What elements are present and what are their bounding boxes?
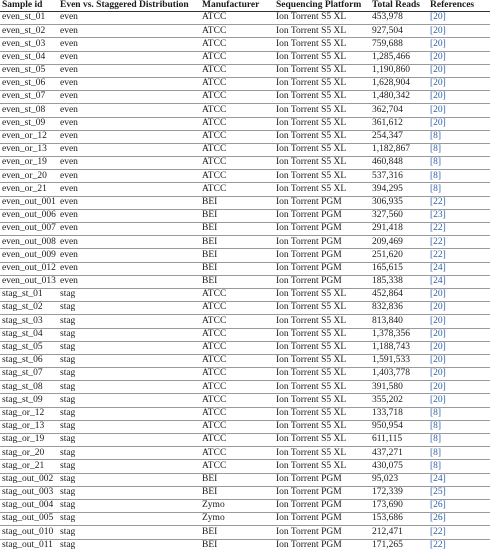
cell-platform: Ion Torrent PGM (276, 539, 342, 550)
cell-distribution: stag (58, 288, 200, 301)
table-row (0, 117, 490, 130)
cell-platform: Ion Torrent S5 XL (274, 354, 370, 367)
cell-total-reads: 95,023 (370, 473, 428, 486)
cell-sample-id: even_out_012 (0, 262, 58, 275)
cell-reference[interactable]: [20] (428, 25, 490, 38)
cell-reference[interactable]: [20] (428, 91, 490, 104)
cell-reference[interactable]: [20] (428, 104, 490, 117)
table-row (0, 394, 490, 407)
cell-total-reads: 537,316 (370, 170, 428, 183)
cell-manufacturer: ATCC (200, 117, 274, 130)
table-row (0, 302, 490, 315)
cell-total-reads: 327,560 (370, 209, 428, 222)
cell-manufacturer: ATCC (200, 130, 274, 143)
cell-sample-id: even_st_05 (0, 64, 58, 77)
cell-reference[interactable]: [20] (428, 12, 490, 25)
cell-platform: Ion Torrent S5 XL (274, 288, 370, 301)
table-row (0, 77, 490, 90)
cell-total-reads: 1,190,860 (370, 64, 428, 77)
cell-platform: Ion Torrent PGM (274, 473, 370, 486)
table-row (0, 196, 490, 209)
cell-sample-id: stag_out_004 (0, 499, 58, 512)
cell-reference[interactable]: [20] (428, 64, 490, 77)
cell-platform: Ion Torrent S5 XL (274, 25, 370, 38)
cell-reference[interactable]: [20] (428, 77, 490, 90)
table-row (0, 12, 490, 25)
cell-total-reads: 1,182,867 (370, 143, 428, 156)
cell-reference[interactable]: [20] (428, 117, 490, 130)
cell-sample-id: stag_or_19 (0, 434, 58, 447)
cell-distribution: even (58, 91, 200, 104)
cell-total-reads: 165,615 (370, 262, 428, 275)
cell-total-reads: 391,580 (370, 381, 428, 394)
cell-distribution: even (58, 130, 200, 143)
cell-reference[interactable]: [26] (428, 513, 490, 526)
cell-manufacturer: BEI (200, 249, 274, 262)
table-row (0, 183, 490, 196)
cell-reference[interactable]: [22] (430, 539, 446, 550)
table-row (0, 51, 490, 64)
cell-reference[interactable]: [25] (428, 486, 490, 499)
table-row (0, 341, 490, 354)
cell-sample-id: stag_or_21 (0, 460, 58, 473)
cell-distribution: stag (58, 368, 200, 381)
cell-total-reads: 460,848 (370, 157, 428, 170)
cell-total-reads: 1,285,466 (370, 51, 428, 64)
cell-sample-id: stag_or_12 (0, 407, 58, 420)
cell-manufacturer: ATCC (200, 104, 274, 117)
cell-manufacturer: ATCC (200, 407, 274, 420)
cell-platform: Ion Torrent PGM (274, 275, 370, 288)
cell-distribution: even (58, 104, 200, 117)
cell-reference[interactable]: [8] (428, 407, 490, 420)
table-row (0, 407, 490, 420)
cell-reference[interactable]: [24] (428, 275, 490, 288)
cell-manufacturer: ATCC (200, 315, 274, 328)
header-total-reads: Total Reads (370, 0, 428, 12)
cell-platform: Ion Torrent S5 XL (274, 117, 370, 130)
cell-total-reads: 254,347 (370, 130, 428, 143)
cell-platform: Ion Torrent S5 XL (274, 183, 370, 196)
cell-manufacturer: ATCC (200, 143, 274, 156)
cell-platform: Ion Torrent S5 XL (274, 328, 370, 341)
cell-distribution: even (58, 157, 200, 170)
cell-sample-id: even_out_001 (0, 196, 58, 209)
cell-sample-id: stag_out_011 (2, 539, 53, 550)
cell-total-reads: 1,628,904 (370, 77, 428, 90)
cell-distribution: stag (60, 539, 76, 550)
cell-total-reads: 173,690 (370, 499, 428, 512)
cell-sample-id: stag_st_04 (0, 328, 58, 341)
table-row (0, 526, 490, 539)
cell-distribution: stag (58, 526, 200, 539)
cell-sample-id: stag_st_05 (0, 341, 58, 354)
cell-manufacturer: ATCC (200, 64, 274, 77)
table-row (0, 368, 490, 381)
cell-reference[interactable]: [20] (428, 354, 490, 367)
cell-sample-id: stag_or_20 (0, 447, 58, 460)
header-manufacturer: Manufacturer (200, 0, 274, 12)
table-row (0, 486, 490, 499)
cell-sample-id: even_st_01 (0, 12, 58, 25)
cell-sample-id: even_or_21 (0, 183, 58, 196)
cell-reference[interactable]: [20] (428, 38, 490, 51)
cell-distribution: stag (58, 486, 200, 499)
cell-distribution: even (58, 38, 200, 51)
cell-sample-id: even_out_006 (0, 209, 58, 222)
cell-platform: Ion Torrent S5 XL (274, 434, 370, 447)
cell-platform: Ion Torrent PGM (274, 499, 370, 512)
cell-distribution: even (58, 51, 200, 64)
header-sample-id: Sample id (0, 0, 58, 12)
cell-distribution: stag (58, 434, 200, 447)
cell-distribution: even (58, 25, 200, 38)
cell-reference[interactable]: [20] (428, 368, 490, 381)
cell-distribution: even (58, 249, 200, 262)
cell-manufacturer: ATCC (200, 434, 274, 447)
cell-sample-id: stag_st_08 (0, 381, 58, 394)
cell-platform: Ion Torrent S5 XL (274, 302, 370, 315)
cell-total-reads: 813,840 (370, 315, 428, 328)
table-row (0, 381, 490, 394)
cell-platform: Ion Torrent PGM (274, 236, 370, 249)
cell-distribution: stag (58, 341, 200, 354)
table-row (0, 91, 490, 104)
cell-manufacturer: ATCC (200, 157, 274, 170)
cell-distribution: even (58, 262, 200, 275)
cell-total-reads: 950,954 (370, 420, 428, 433)
table-row (0, 499, 490, 512)
cell-total-reads: 362,704 (370, 104, 428, 117)
cell-distribution: even (58, 236, 200, 249)
cell-platform: Ion Torrent PGM (274, 209, 370, 222)
cell-distribution: even (58, 77, 200, 90)
cell-manufacturer: ATCC (200, 381, 274, 394)
table-body (0, 12, 490, 552)
cell-reference[interactable]: [20] (428, 394, 490, 407)
table-row (0, 223, 490, 236)
cell-sample-id: even_st_03 (0, 38, 58, 51)
cell-reference[interactable]: [8] (428, 170, 490, 183)
cell-distribution: stag (58, 447, 200, 460)
cell-reference[interactable]: [20] (428, 51, 490, 64)
cell-manufacturer: BEI (200, 236, 274, 249)
cell-total-reads: 361,612 (370, 117, 428, 130)
cell-total-reads: 251,620 (370, 249, 428, 262)
cell-platform: Ion Torrent S5 XL (274, 51, 370, 64)
cell-platform: Ion Torrent S5 XL (274, 341, 370, 354)
cell-manufacturer: ATCC (200, 460, 274, 473)
cell-manufacturer: BEI (200, 275, 274, 288)
cell-distribution: even (58, 64, 200, 77)
cell-reference[interactable]: [8] (428, 143, 490, 156)
table-row (0, 288, 490, 301)
cell-reference[interactable]: [24] (428, 262, 490, 275)
table-row (0, 473, 490, 486)
cell-platform: Ion Torrent S5 XL (274, 368, 370, 381)
cell-total-reads: 1,378,356 (370, 328, 428, 341)
cell-platform: Ion Torrent S5 XL (274, 157, 370, 170)
cell-reference[interactable]: [8] (428, 130, 490, 143)
cell-reference[interactable]: [22] (428, 223, 490, 236)
cell-platform: Ion Torrent PGM (274, 223, 370, 236)
cell-manufacturer: ATCC (200, 91, 274, 104)
cell-total-reads: 453,978 (370, 12, 428, 25)
table-row (0, 447, 490, 460)
cell-platform: Ion Torrent S5 XL (274, 77, 370, 90)
cell-total-reads: 133,718 (370, 407, 428, 420)
cell-manufacturer: BEI (200, 526, 274, 539)
cell-total-reads: 1,188,743 (370, 341, 428, 354)
header-references: References (428, 0, 490, 12)
cell-platform: Ion Torrent S5 XL (274, 394, 370, 407)
cell-distribution: stag (58, 394, 200, 407)
cell-sample-id: even_st_04 (0, 51, 58, 64)
cell-manufacturer: Zymo (200, 499, 274, 512)
table-row (0, 170, 490, 183)
cell-manufacturer: ATCC (200, 25, 274, 38)
cell-distribution: stag (58, 407, 200, 420)
cell-reference[interactable]: [22] (428, 196, 490, 209)
cell-total-reads: 212,471 (370, 526, 428, 539)
cell-platform: Ion Torrent PGM (274, 249, 370, 262)
cell-reference[interactable]: [20] (428, 328, 490, 341)
cell-total-reads: 291,418 (370, 223, 428, 236)
cell-reference[interactable]: [8] (428, 447, 490, 460)
cell-platform: Ion Torrent S5 XL (274, 407, 370, 420)
table-row (0, 539, 490, 552)
cell-reference[interactable]: [20] (428, 288, 490, 301)
cell-sample-id: even_st_02 (0, 25, 58, 38)
cell-platform: Ion Torrent S5 XL (274, 104, 370, 117)
cell-platform: Ion Torrent S5 XL (274, 381, 370, 394)
cell-manufacturer: ATCC (200, 341, 274, 354)
cell-reference[interactable]: [23] (428, 209, 490, 222)
cell-sample-id: stag_or_13 (0, 420, 58, 433)
cell-total-reads: 759,688 (370, 38, 428, 51)
cell-manufacturer: BEI (200, 262, 274, 275)
cell-reference[interactable]: [8] (428, 434, 490, 447)
cell-manufacturer: ATCC (200, 77, 274, 90)
cell-distribution: even (58, 183, 200, 196)
cell-reference[interactable]: [8] (428, 460, 490, 473)
cell-total-reads: 832,836 (370, 302, 428, 315)
cell-total-reads: 1,480,342 (370, 91, 428, 104)
table-row (0, 38, 490, 51)
cell-platform: Ion Torrent S5 XL (274, 460, 370, 473)
cell-distribution: even (58, 170, 200, 183)
cell-platform: Ion Torrent S5 XL (274, 38, 370, 51)
cell-reference[interactable]: [8] (428, 183, 490, 196)
cell-total-reads: 452,864 (370, 288, 428, 301)
cell-platform: Ion Torrent S5 XL (274, 447, 370, 460)
cell-distribution: stag (58, 499, 200, 512)
cell-manufacturer: ATCC (200, 170, 274, 183)
cell-distribution: stag (58, 381, 200, 394)
cell-total-reads: 437,271 (370, 447, 428, 460)
cell-total-reads: 209,469 (370, 236, 428, 249)
cell-distribution: even (58, 196, 200, 209)
cell-platform: Ion Torrent S5 XL (274, 143, 370, 156)
cell-manufacturer: BEI (200, 196, 274, 209)
cell-manufacturer: ATCC (200, 51, 274, 64)
table-row (0, 275, 490, 288)
cell-manufacturer: ATCC (200, 447, 274, 460)
cell-reference[interactable]: [8] (428, 420, 490, 433)
cell-sample-id: stag_st_07 (0, 368, 58, 381)
cell-sample-id: stag_out_002 (0, 473, 58, 486)
table-row (0, 434, 490, 447)
cell-sample-id: stag_st_01 (0, 288, 58, 301)
cell-platform: Ion Torrent PGM (274, 486, 370, 499)
cell-reference[interactable]: [20] (428, 315, 490, 328)
cell-distribution: stag (58, 473, 200, 486)
cell-sample-id: stag_out_003 (0, 486, 58, 499)
table-row (0, 143, 490, 156)
table-row (0, 328, 490, 341)
cell-sample-id: stag_st_09 (0, 394, 58, 407)
cell-sample-id: even_or_13 (0, 143, 58, 156)
cell-total-reads: 306,935 (370, 196, 428, 209)
cell-manufacturer: BEI (200, 209, 274, 222)
table-header-row (0, 0, 490, 12)
cell-sample-id: even_st_09 (0, 117, 58, 130)
cell-manufacturer: ATCC (200, 354, 274, 367)
cell-reference[interactable]: [22] (428, 236, 490, 249)
table-row (0, 513, 490, 526)
cell-distribution: stag (58, 460, 200, 473)
cell-manufacturer: ATCC (200, 302, 274, 315)
cell-manufacturer: ATCC (200, 183, 274, 196)
cell-manufacturer: BEI (200, 473, 274, 486)
cell-reference[interactable]: [8] (428, 157, 490, 170)
cell-manufacturer: ATCC (200, 328, 274, 341)
cell-distribution: even (58, 209, 200, 222)
header-sequencing-platform: Sequencing Platform (274, 0, 370, 12)
cell-platform: Ion Torrent S5 XL (274, 170, 370, 183)
cell-total-reads: 927,504 (370, 25, 428, 38)
cell-reference[interactable]: [20] (428, 381, 490, 394)
cell-total-reads: 1,403,778 (370, 368, 428, 381)
cell-platform: Ion Torrent PGM (274, 262, 370, 275)
table-row (0, 157, 490, 170)
cell-manufacturer: ATCC (200, 12, 274, 25)
table-row (0, 130, 490, 143)
cell-sample-id: even_st_07 (0, 91, 58, 104)
cell-total-reads: 394,295 (370, 183, 428, 196)
cell-manufacturer: ATCC (200, 394, 274, 407)
cell-sample-id: stag_out_010 (0, 526, 58, 539)
cell-manufacturer: ATCC (200, 38, 274, 51)
cell-sample-id: even_or_20 (0, 170, 58, 183)
cell-platform: Ion Torrent PGM (274, 196, 370, 209)
table-row (0, 25, 490, 38)
cell-total-reads: 153,686 (370, 513, 428, 526)
cell-distribution: even (58, 12, 200, 25)
cell-sample-id: even_or_12 (0, 130, 58, 143)
cell-distribution: stag (58, 513, 200, 526)
cell-platform: Ion Torrent S5 XL (274, 315, 370, 328)
cell-platform: Ion Torrent S5 XL (274, 12, 370, 25)
cell-distribution: stag (58, 328, 200, 341)
cell-manufacturer: BEI (200, 223, 274, 236)
cell-sample-id: even_out_007 (0, 223, 58, 236)
cell-manufacturer: ATCC (200, 368, 274, 381)
cell-platform: Ion Torrent PGM (274, 526, 370, 539)
table-row (0, 315, 490, 328)
cell-sample-id: even_out_008 (0, 236, 58, 249)
table-row (0, 420, 490, 433)
cell-distribution: even (58, 223, 200, 236)
table-row (0, 460, 490, 473)
cell-manufacturer: BEI (202, 539, 218, 550)
cell-platform: Ion Torrent S5 XL (274, 420, 370, 433)
cell-platform: Ion Torrent PGM (274, 513, 370, 526)
cell-manufacturer: ATCC (200, 420, 274, 433)
cell-total-reads: 611,115 (370, 434, 428, 447)
cell-reference[interactable]: [22] (428, 249, 490, 262)
cell-sample-id: stag_st_02 (0, 302, 58, 315)
cell-reference[interactable]: [20] (428, 302, 490, 315)
cell-sample-id: even_st_06 (0, 77, 58, 90)
cell-sample-id: even_out_013 (0, 275, 58, 288)
cell-manufacturer: Zymo (200, 513, 274, 526)
cell-distribution: even (58, 143, 200, 156)
cell-total-reads: 355,202 (370, 394, 428, 407)
cell-total-reads: 430,075 (370, 460, 428, 473)
cell-reference[interactable]: [26] (428, 499, 490, 512)
table-row (0, 249, 490, 262)
cell-total-reads: 1,591,533 (370, 354, 428, 367)
cell-distribution: even (58, 275, 200, 288)
cell-manufacturer: BEI (200, 486, 274, 499)
cell-distribution: even (58, 117, 200, 130)
cell-distribution: stag (58, 354, 200, 367)
cell-total-reads: 185,338 (370, 275, 428, 288)
cell-platform: Ion Torrent S5 XL (274, 64, 370, 77)
cell-platform: Ion Torrent S5 XL (274, 130, 370, 143)
table-row (0, 104, 490, 117)
cell-reference[interactable]: [22] (428, 526, 490, 539)
cell-sample-id: stag_out_005 (0, 513, 58, 526)
header-distribution: Even vs. Staggered Distribution (58, 0, 200, 12)
table-row (0, 236, 490, 249)
cell-distribution: stag (58, 302, 200, 315)
cell-total-reads: 172,339 (370, 486, 428, 499)
cell-distribution: stag (58, 420, 200, 433)
cell-sample-id: even_out_009 (0, 249, 58, 262)
table-row (0, 209, 490, 222)
table-row (0, 64, 490, 77)
cell-sample-id: even_or_19 (0, 157, 58, 170)
cell-reference[interactable]: [24] (428, 473, 490, 486)
cell-sample-id: even_st_08 (0, 104, 58, 117)
cell-sample-id: stag_st_06 (0, 354, 58, 367)
cell-reference[interactable]: [20] (428, 341, 490, 354)
table-row (0, 262, 490, 275)
cell-sample-id: stag_st_03 (0, 315, 58, 328)
cell-distribution: stag (58, 315, 200, 328)
cell-total-reads: 171,265 (372, 539, 403, 550)
cell-manufacturer: ATCC (200, 288, 274, 301)
table-row (0, 354, 490, 367)
cell-platform: Ion Torrent S5 XL (274, 91, 370, 104)
